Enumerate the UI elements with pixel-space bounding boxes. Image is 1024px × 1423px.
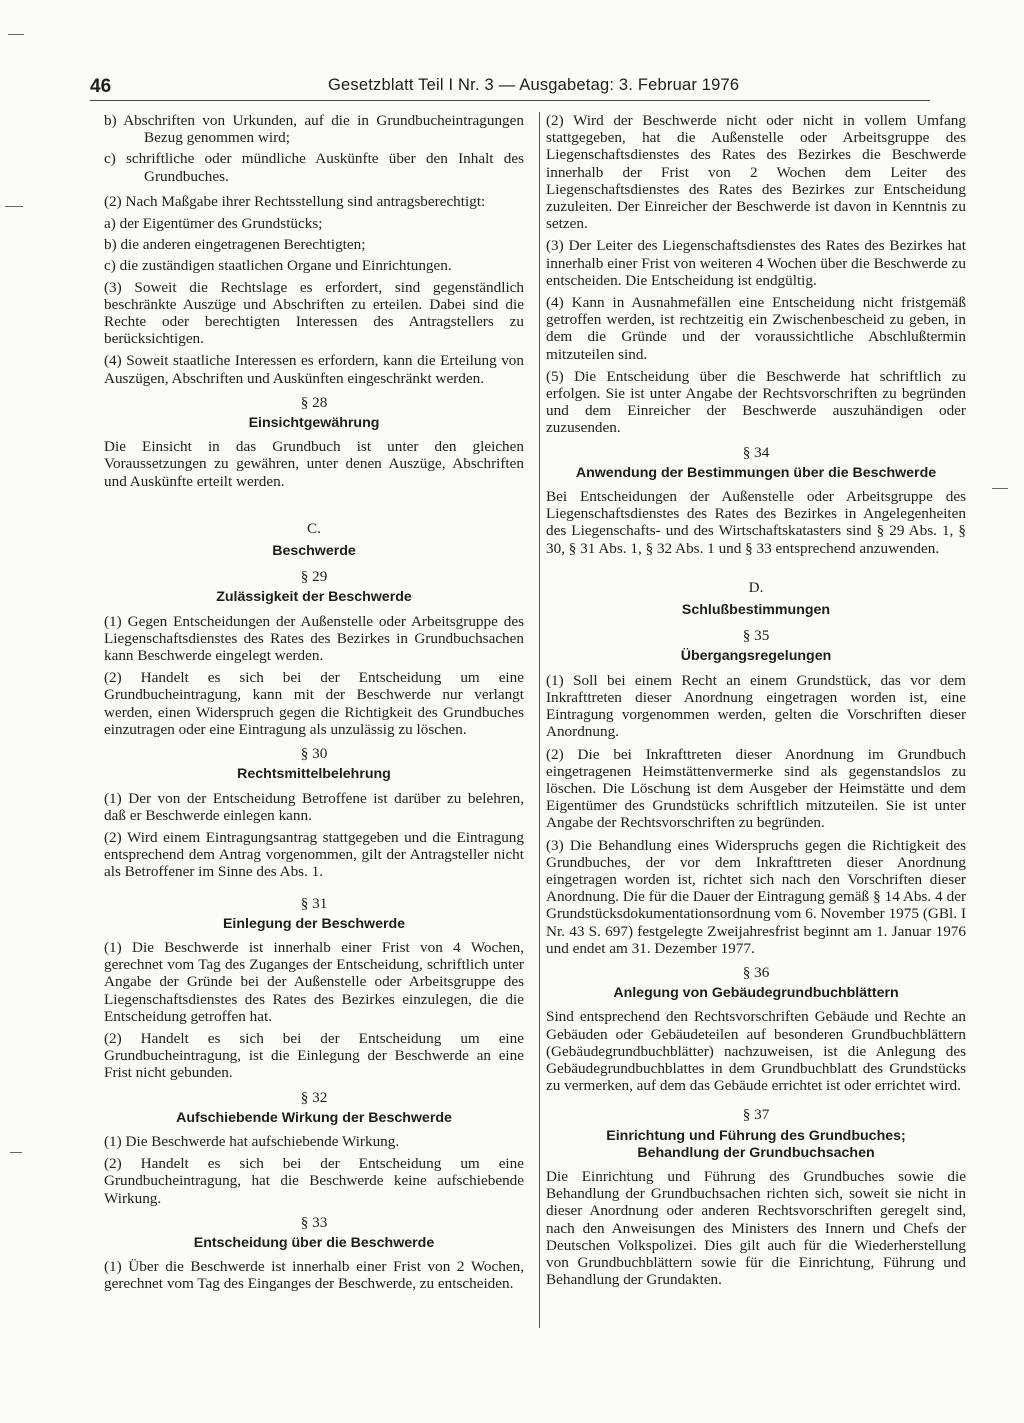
section-heading: Behandlung der Grundbuchsachen (637, 1144, 875, 1161)
paragraph: (2) Wird der Beschwerde nicht oder nicht in vollem Umfang stattgegeben, hat die Außenstelle oder Arbeitsgruppe des Liegenschaftsdienstes des Rates des Bezirkes die Beschwerde innerhalb der Frist von 2 Wochen dem Leiter des Liegenschaftsdienstes des Rates des Bezirkes zur Entscheidung zuzuleiten. Der Einreicher der Beschwerde ist davon in Kenntnis zu setzen. (546, 112, 966, 233)
section-heading: Zulässigkeit der Beschwerde (216, 589, 412, 606)
section-heading: Rechtsmittelbelehrung (237, 766, 391, 783)
section-heading: Anwendung der Bestimmungen über die Beschwerde (575, 464, 937, 481)
section-heading: Übergangsregelungen (680, 648, 832, 665)
paragraph: Die Einsicht in das Grundbuch ist unter den gleichen Voraussetzungen zu gewähren, unter denen Auszüge, Abschriften und Auskünfte erteilt werden. (104, 438, 524, 490)
header-rule (90, 100, 930, 101)
paragraph: Die Einrichtung und Führung des Grundbuches sowie die Behandlung der Grundbuchsachen richten sich, soweit sie nicht in dieser Anordnung oder anderen Rechtsvorschriften geregelt sind, nach den Anweisungen des Ministers des Innern und Chefs der Deutschen Volkspolizei. Dies gilt auch für die Wiederherstellung von Grundbuchblättern sowie für die Einrichtung, Führung und Behandlung der Grundakten. (546, 1167, 966, 1289)
scan-mark (5, 206, 23, 207)
paragraph: (2) Wird einem Eintragungsantrag stattgegeben und die Eintragung entsprechend dem Antrag vorgenommen, gilt der Antragsteller nicht als Betroffener im Sinne des Abs. 1. (104, 828, 524, 881)
page-number: 46 (90, 76, 112, 97)
section-number: § 37 (742, 1106, 770, 1124)
paragraph: Bei Entscheidungen der Außenstelle oder Arbeitsgruppe des Liegenschaftsdienstes des Rates des Bezirkes in Angelegenheiten des Liegenschafts- und des Wirtschaftskatasters sind § 29 Abs. 1, § 30, § 31 Abs. 1, § 32 Abs. 1 und § 33 entsprechend anzuwenden. (546, 488, 966, 557)
section-number: § 32 (300, 1088, 328, 1106)
part-title: Schlußbestimmungen (681, 602, 831, 619)
page-header (90, 76, 930, 98)
part-letter: D. (748, 578, 764, 596)
section-heading: Anlegung von Gebäudegrundbuchblättern (613, 985, 899, 1002)
right-column (546, 112, 966, 1293)
paragraph: (1) Über die Beschwerde ist innerhalb einer Frist von 2 Wochen, gerechnet vom Tag des Einganges der Beschwerde, zu entscheiden. (104, 1258, 524, 1293)
list-item: c) schriftliche oder mündliche Auskünfte über den Inhalt des Grundbuches. (104, 150, 524, 185)
paragraph: (1) Der von der Entscheidung Betroffene ist darüber zu belehren, daß er Beschwerde einlegen kann. (104, 789, 524, 824)
paragraph: (4) Soweit staatliche Interessen es erfordern, kann die Erteilung von Auszügen, Abschriften und Auskünften eingeschränkt werden. (104, 352, 524, 387)
paragraph: (3) Soweit die Rechtslage es erfordert, sind gegenständlich beschränkte Auszüge und Abschriften zu erteilen. Dabei sind die Rechte oder berechtigten Interessen des Antragstellers zu berücksichtigen. (104, 278, 524, 348)
paragraph: (1) Die Beschwerde hat aufschiebende Wirkung. (104, 1132, 400, 1150)
section-heading: Einsichtgewährung (248, 415, 380, 432)
section-number: § 36 (742, 963, 770, 981)
scan-mark (8, 34, 24, 35)
column-divider (539, 112, 540, 1328)
paragraph: (2) Handelt es sich bei der Entscheidung um eine Grundbucheintragung, kann mit der Beschwerde nur verlangt werden, einen Widerspruch gegen die Richtigkeit des Grundbuches einzutragen oder eine Eintragung als unzulässig zu löschen. (104, 669, 524, 738)
paragraph: (4) Kann in Ausnahmefällen eine Entscheidung nicht fristgemäß getroffen werden, ist rechtzeitig ein Zwischenbescheid zu geben, in dem die Gründe und der voraussichtliche Abschlußtermin mitzuteilen sind. (546, 294, 966, 363)
list-item: a) der Eigentümer des Grundstücks; (104, 215, 323, 233)
list-item: c) die zuständigen staatlichen Organe und Einrichtungen. (104, 257, 452, 275)
section-heading: Einlegung der Beschwerde (222, 915, 406, 932)
scan-mark (10, 1152, 22, 1153)
list-item: b) Abschriften von Urkunden, auf die in Grundbucheintragungen Bezug genommen wird; (104, 112, 524, 147)
section-number: § 35 (742, 627, 770, 645)
section-number: § 30 (300, 745, 328, 763)
section-heading: Einrichtung und Führung des Grundbuches; (606, 1127, 906, 1144)
paragraph: (2) Die bei Inkrafttreten dieser Anordnung im Grundbuch eingetragenen Heimstättenvermerke sind als gegenstandslos zu löschen. Die Löschung ist dem Ausgeber der Heimstätte und dem Eigentümer des Grundstücks schriftlich mitzuteilen. Sie ist unter Angabe der Rechtsvorschriften zu begründen. (546, 745, 966, 832)
section-heading: Aufschiebende Wirkung der Beschwerde (176, 1109, 452, 1126)
paragraph: (2) Handelt es sich bei der Entscheidung um eine Grundbucheintragung, hat die Beschwerde keine aufschiebende Wirkung. (104, 1155, 524, 1207)
paragraph: Sind entsprechend den Rechtsvorschriften Gebäude und Rechte an Gebäuden oder Gebäudeteilen auf besonderen Grundbuchblättern (Gebäudegrundbuchblätter) nachzuweisen, ist die Anlegung des Gebäudegrundbuchblattes in dem Grundbuchblatt des Grundstücks zu vermerken, auf dem das Gebäude errichtet ist oder errichtet wird. (546, 1008, 966, 1095)
part-letter: C. (307, 519, 321, 537)
running-head: Gesetzblatt Teil I Nr. 3 — Ausgabetag: 3. Februar 1976 (328, 76, 740, 94)
scan-mark (992, 488, 1008, 489)
section-number: § 28 (300, 393, 328, 411)
paragraph: (1) Gegen Entscheidungen der Außenstelle oder Arbeitsgruppe des Liegenschaftsdienstes des Rates des Bezirkes in Grundbuchsachen kann Beschwerde eingelegt werden. (104, 612, 524, 665)
list-item: b) die anderen eingetragenen Berechtigten; (104, 236, 366, 254)
section-number: § 33 (300, 1213, 328, 1231)
section-number: § 34 (742, 443, 770, 461)
paragraph: (3) Der Leiter des Liegenschaftsdienstes des Rates des Bezirkes hat innerhalb einer Frist von weiteren 4 Wochen über die Beschwerde zu entscheiden. Die Entscheidung ist endgültig. (546, 237, 966, 289)
section-number: § 29 (300, 568, 328, 586)
paragraph: (5) Die Entscheidung über die Beschwerde hat schriftlich zu erfolgen. Sie ist unter Angabe der Rechtsvorschriften zu begründen und dem Einreicher der Beschwerde auszuhändigen oder zuzusenden. (546, 367, 966, 437)
paragraph: (3) Die Behandlung eines Widerspruchs gegen die Richtigkeit des Grundbuches, der vor dem Inkrafttreten dieser Anordnung eingetragen worden ist, richtet sich nach den Vorschriften dieser Anordnung. Die für die Dauer der Eintragung gemäß § 14 Abs. 4 der Grundstücksdokumentationsordnung vom 6. November 1975 (GBl. I Nr. 43 S. 697) festgelegte Zweijahresfrist beginnt am 1. Januar 1976 und endet am 31. Dezember 1977. (546, 836, 966, 957)
section-heading: Entscheidung über die Beschwerde (193, 1234, 435, 1251)
left-column (104, 112, 524, 1298)
section-number: § 31 (300, 894, 328, 912)
part-title: Beschwerde (272, 543, 356, 560)
paragraph: (1) Die Beschwerde ist innerhalb einer Frist von 4 Wochen, gerechnet vom Tag des Zuganges der Entscheidung, schriftlich unter Angabe der Gründe bei der Außenstelle oder Arbeitsgruppe des Liegenschaftsdienstes des Rates des Bezirkes einzulegen, die die Entscheidung getroffen hat. (104, 938, 524, 1025)
paragraph: (2) Nach Maßgabe ihrer Rechtsstellung sind antragsberechtigt: (104, 192, 486, 210)
paragraph: (1) Soll bei einem Recht an einem Grundstück, das vor dem Inkrafttreten dieser Anordnung eingetragen worden ist, eine Eintragung vorgenommen werden, gelten die Vorschriften dieser Anordnung. (546, 671, 966, 741)
paragraph: (2) Handelt es sich bei der Entscheidung um eine Grundbucheintragung, ist die Einlegung der Beschwerde an eine Frist nicht gebunden. (104, 1029, 524, 1082)
